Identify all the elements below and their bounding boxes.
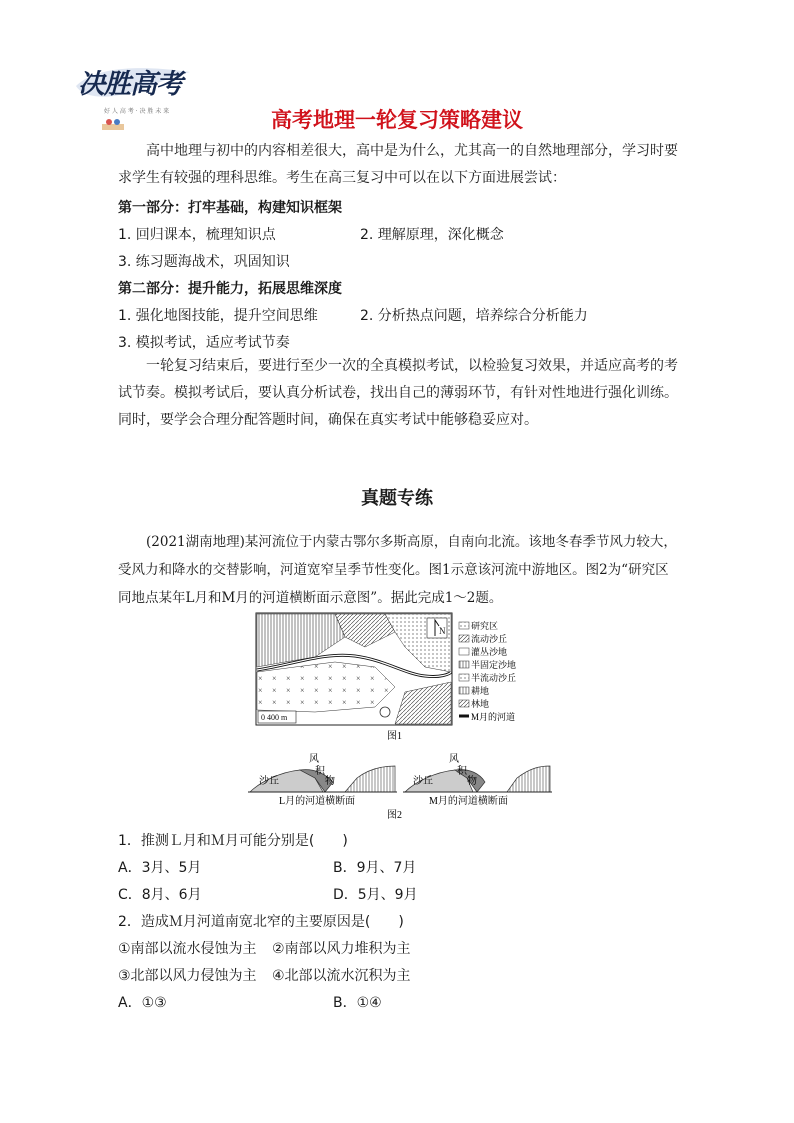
part1-item-2: 2. 理解原理，深化概念 bbox=[360, 227, 504, 243]
deposit-label: 物 bbox=[325, 776, 335, 787]
legend-item: 流动沙丘 bbox=[471, 634, 508, 644]
q1-option-d[interactable]: D．5月、9月 bbox=[333, 887, 418, 903]
figure1-scale: 0 400 m bbox=[261, 713, 288, 722]
l-month-section bbox=[248, 753, 397, 807]
part2-heading: 第二部分：提升能力，拓展思维深度 bbox=[118, 281, 342, 297]
deposit-label: 物 bbox=[467, 776, 477, 787]
section-title: 真题专练 bbox=[361, 488, 433, 509]
legend-item: 林地 bbox=[471, 699, 490, 709]
q2-option-b[interactable]: B．①④ bbox=[333, 995, 382, 1011]
q1-stem: 1．推测Ｌ月和Ｍ月可能分别是( ) bbox=[118, 833, 348, 849]
part1-heading: 第一部分：打牢基础，构建知识框架 bbox=[118, 200, 342, 216]
legend-item: 耕地 bbox=[471, 686, 490, 696]
legend-item: M月的河道 bbox=[471, 712, 516, 722]
part2-item-2: 2. 分析热点问题，培养综合分析能力 bbox=[360, 308, 588, 324]
figure1-legend bbox=[459, 620, 516, 722]
part2-item-1: 1. 强化地图技能，提升空间思维 bbox=[118, 308, 318, 324]
dune-label: 沙丘 bbox=[259, 776, 279, 787]
figure1-caption: 图1 bbox=[387, 731, 402, 742]
part1-item-3: 3. 练习题海战术，巩固知识 bbox=[118, 254, 290, 270]
q1-option-b[interactable]: B．9月、7月 bbox=[333, 860, 417, 876]
m-month-label: M月的河道横断面 bbox=[429, 796, 508, 807]
figure2-caption: 图2 bbox=[387, 810, 402, 820]
wind-label: 风 bbox=[449, 754, 459, 765]
q2-statement-4: ④北部以流水沉积为主 bbox=[272, 968, 411, 984]
q2-statement-2: ②南部以风力堆积为主 bbox=[272, 941, 411, 957]
legend-item: 灌丛沙地 bbox=[471, 647, 508, 657]
wind-label: 风 bbox=[309, 754, 319, 765]
q2-option-a[interactable]: A．①③ bbox=[118, 995, 167, 1011]
l-month-label: L月的河道横断面 bbox=[279, 796, 356, 807]
legend-item: 研究区 bbox=[471, 621, 499, 631]
part2-item-3: 3. 模拟考试，适应考试节奏 bbox=[118, 335, 290, 351]
legend-item: 半流动沙丘 bbox=[471, 673, 517, 683]
logo-tagline: 好 人 高 考 · 决 胜 未 来 bbox=[104, 108, 170, 115]
legend-item: 半固定沙地 bbox=[471, 660, 517, 670]
q2-statement-3: ③北部以风力侵蚀为主 bbox=[118, 968, 257, 984]
deposit-label: 积 bbox=[457, 766, 467, 777]
q1-option-c[interactable]: C．8月、6月 bbox=[118, 887, 202, 903]
intro-paragraph: 高中地理与初中的内容相差很大，高中是为什么，尤其高一的自然地理部分，学习时要求学生有较强的理科思维。考生在高三复习中可以在以下方面进展尝试： bbox=[118, 143, 678, 186]
closing-paragraph: 一轮复习结束后，要进行至少一次的全真模拟考试，以检验复习效果，并适应高考的考试节奏。模拟考试后，要认真分析试卷，找出自己的薄弱环节，有针对性地进行强化训练。同时，要学会合理分配答题时间，确保在真实考试中能够稳妥应对。 bbox=[118, 358, 678, 428]
q2-stem: 2．造成Ｍ月河道南宽北窄的主要原因是( ) bbox=[118, 914, 404, 930]
dune-label: 沙丘 bbox=[413, 776, 433, 787]
deposit-label: 积 bbox=[315, 766, 325, 777]
part1-item-1: 1. 回归课本，梳理知识点 bbox=[118, 227, 276, 243]
page-title: 高考地理一轮复习策略建议 bbox=[271, 108, 523, 132]
q2-statement-1: ①南部以流水侵蚀为主 bbox=[118, 941, 257, 957]
q1-option-a[interactable]: A．3月、5月 bbox=[118, 860, 202, 876]
m-month-section bbox=[403, 753, 552, 807]
logo-brand: 决胜高考 bbox=[78, 69, 182, 100]
figure1-map bbox=[255, 612, 540, 742]
figure2-cross-sections bbox=[245, 748, 555, 820]
question-stem: (2021湖南地理)某河流位于内蒙古鄂尔多斯高原，自南向北流。该地冬春季节风力较大，受风力和降水的交替影响，河道宽窄呈季节性变化。图1示意该河流中游地区。图2为“研究区同地点某年L月和M月的河道横断面示意图”。据此完成1～2题。 bbox=[118, 534, 677, 606]
north-arrow-label: N bbox=[439, 626, 446, 636]
